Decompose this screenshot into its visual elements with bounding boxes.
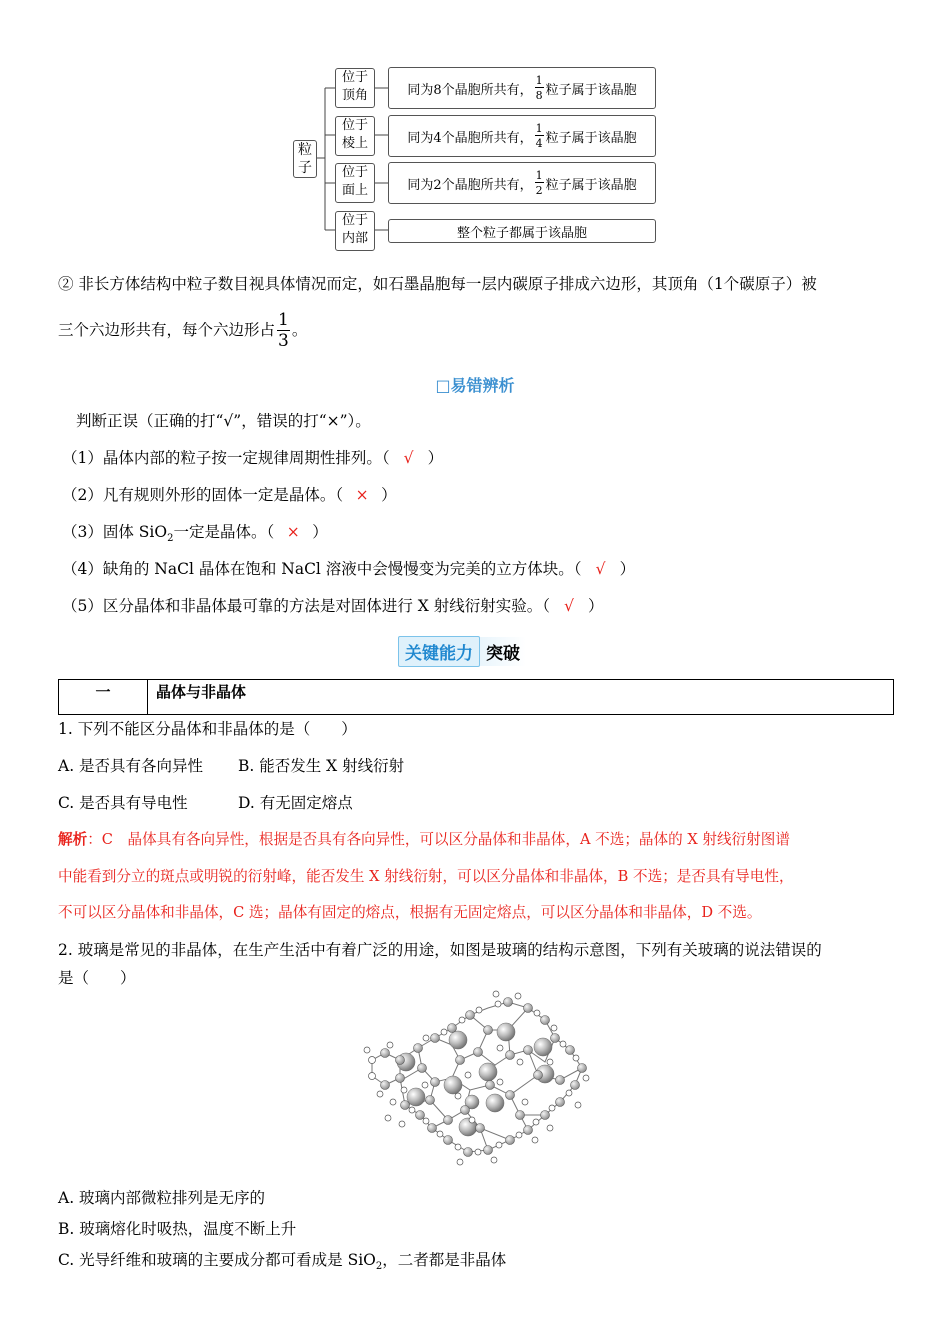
interior-description: 整个粒子都属于该晶胞 bbox=[388, 219, 656, 243]
key-ability-banner bbox=[398, 637, 526, 665]
diagram-root-particle: 粒子 bbox=[293, 140, 317, 178]
q2-stem-1: 2. 玻璃是常见的非晶体，在生产生活中有着广泛的用途，如图是玻璃的结构示意图，下列有关玻璃的说法错误的 bbox=[58, 941, 822, 959]
mistake-item-3: （3）固体 SiO$_2$一定是晶体。（ × ） bbox=[62, 523, 328, 545]
answer-mark: × bbox=[286, 523, 300, 541]
edge-description: 同为4个晶胞所共有， $\frac{1}{4}$ 粒子属于该晶胞 bbox=[388, 115, 656, 157]
q1-stem: 1. 下列不能区分晶体和非晶体的是（ ） bbox=[58, 720, 357, 738]
vertex-description: 同为8个晶胞所共有， $\frac{1}{8}$ 粒子属于该晶胞 bbox=[388, 67, 656, 109]
mistake-item-1: （1）晶体内部的粒子按一定规律周期性排列。（ √ ） bbox=[62, 449, 444, 467]
note-line-2: 三个六边形共有，每个六边形占 $\frac{1}{3}$ 。 bbox=[58, 310, 308, 351]
q2-option-c: C. 光导纤维和玻璃的主要成分都可看成是 SiO$_2$，二者都是非晶体 bbox=[58, 1251, 507, 1273]
section-header bbox=[58, 679, 894, 715]
section-title: 晶体与非晶体 bbox=[156, 683, 247, 701]
answer-mark: √ bbox=[595, 560, 606, 578]
answer-mark: × bbox=[355, 486, 369, 504]
banner-highlight: 关键能力 bbox=[398, 636, 480, 667]
mistakes-title: □易错辨析 bbox=[435, 376, 515, 395]
answer-mark: √ bbox=[564, 597, 574, 615]
q1-option-d: D. 有无固定熔点 bbox=[238, 794, 353, 812]
q2-option-a: A. 玻璃内部微粒排列是无序的 bbox=[58, 1189, 266, 1207]
q1-option-b: B. 能否发生 X 射线衍射 bbox=[238, 757, 405, 775]
face-description: 同为2个晶胞所共有， $\frac{1}{2}$ 粒子属于该晶胞 bbox=[388, 162, 656, 204]
position-vertex: 位于顶角 bbox=[335, 68, 375, 108]
mistake-item-4: （4）缺角的 NaCl 晶体在饱和 NaCl 溶液中会慢慢变为完美的立方体块。（ √ ） bbox=[62, 560, 636, 578]
mistake-item-2: （2）凡有规则外形的固体一定是晶体。（ × ） bbox=[62, 486, 397, 504]
q1-analysis-3: 不可以区分晶体和非晶体，C 选；晶体有固定的熔点，根据有无固定熔点，可以区分晶体和非晶体，D 不选。 bbox=[58, 904, 762, 921]
section-number: 一 bbox=[59, 680, 148, 714]
mistakes-instruction: 判断正误（正确的打“√”，错误的打“×”）。 bbox=[76, 412, 371, 430]
banner-rest: 突破 bbox=[480, 637, 526, 666]
q1-option-c: C. 是否具有导电性 bbox=[58, 794, 188, 812]
mistake-item-5: （5）区分晶体和非晶体最可靠的方法是对固体进行 X 射线衍射实验。（ √ ） bbox=[62, 597, 604, 615]
answer-mark: √ bbox=[403, 449, 414, 467]
q1-option-a: A. 是否具有各向异性 bbox=[58, 757, 204, 775]
q2-stem-2: 是（ ） bbox=[58, 969, 136, 987]
glass-structure-figure bbox=[360, 990, 590, 1170]
position-edge: 位于棱上 bbox=[335, 116, 375, 156]
q1-analysis-1: 解析：C 晶体具有各向异性，根据是否具有各向异性，可以区分晶体和非晶体，A 不选；晶体的 X 射线衍射图谱 bbox=[58, 831, 790, 848]
q2-option-b: B. 玻璃熔化时吸热，温度不断上升 bbox=[58, 1220, 297, 1238]
q1-analysis-2: 中能看到分立的斑点或明锐的衍射峰，能否发生 X 射线衍射，可以区分晶体和非晶体，B 不选；是否具有导电性， bbox=[58, 868, 794, 885]
position-face: 位于面上 bbox=[335, 163, 375, 203]
position-interior: 位于内部 bbox=[335, 211, 375, 251]
note-line-1: ② 非长方体结构中粒子数目视具体情况而定，如石墨晶胞每一层内碳原子排成六边形，其顶角（1个碳原子）被 bbox=[58, 275, 817, 293]
